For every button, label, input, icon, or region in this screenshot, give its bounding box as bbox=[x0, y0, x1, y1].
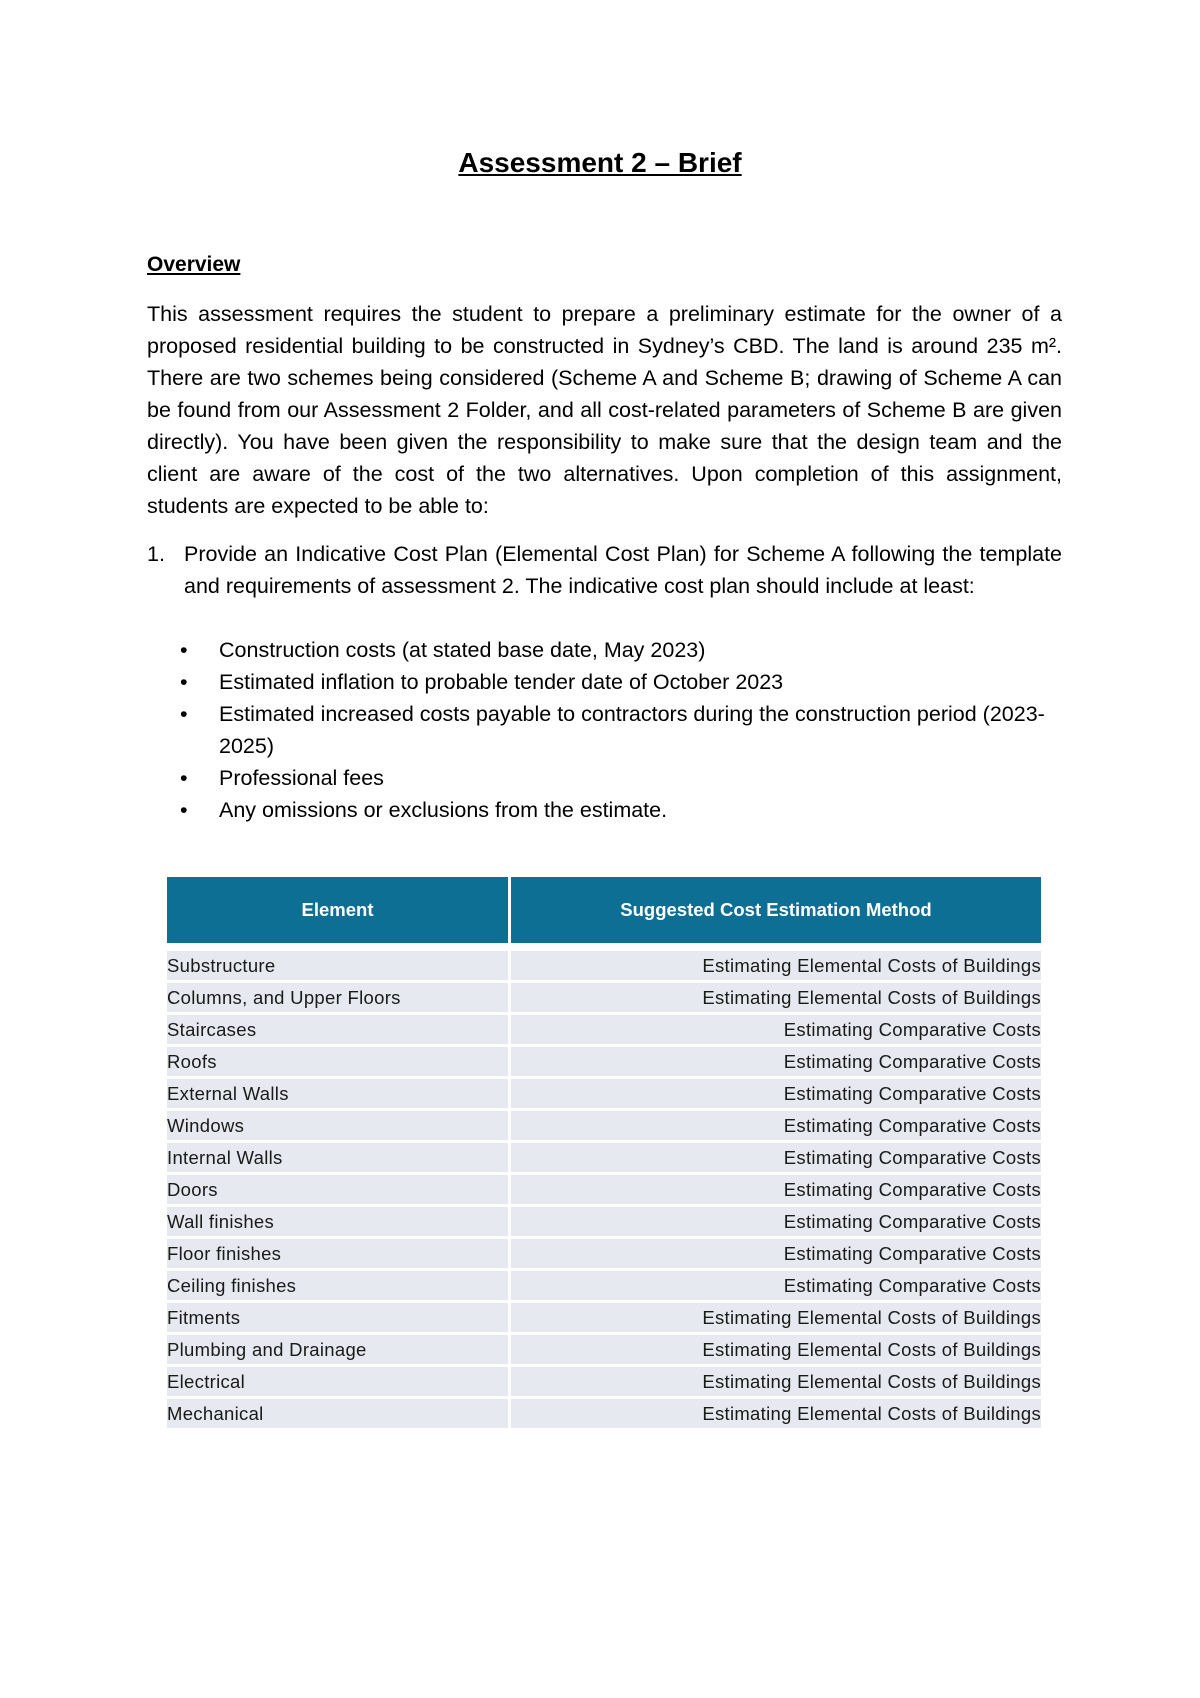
method-cell: Estimating Comparative Costs bbox=[511, 1143, 1041, 1175]
element-cell: Floor finishes bbox=[167, 1239, 511, 1271]
element-cell: Electrical bbox=[167, 1367, 511, 1399]
cost-method-table-container bbox=[167, 877, 1041, 1431]
objective-item-1 bbox=[147, 538, 1062, 602]
method-cell: Estimating Comparative Costs bbox=[511, 1111, 1041, 1143]
method-cell: Estimating Comparative Costs bbox=[511, 1207, 1041, 1239]
objective-text: Provide an Indicative Cost Plan (Elemental Cost Plan) for Scheme A following the template and requirements of assessment 2. The indicative cost plan should include at least: bbox=[184, 542, 1062, 598]
table-row bbox=[167, 1143, 1041, 1175]
table-row bbox=[167, 1239, 1041, 1271]
bullet-item bbox=[147, 634, 1062, 666]
element-cell: Plumbing and Drainage bbox=[167, 1335, 511, 1367]
method-cell: Estimating Elemental Costs of Buildings bbox=[511, 983, 1041, 1015]
bullet-text: Any omissions or exclusions from the estimate. bbox=[219, 798, 668, 822]
element-cell: Mechanical bbox=[167, 1399, 511, 1431]
method-cell: Estimating Comparative Costs bbox=[511, 1015, 1041, 1047]
element-cell: Columns, and Upper Floors bbox=[167, 983, 511, 1015]
bullet-dot-icon: • bbox=[180, 798, 188, 822]
table-row bbox=[167, 951, 1041, 983]
bullet-dot-icon: • bbox=[180, 638, 188, 662]
method-cell: Estimating Comparative Costs bbox=[511, 1239, 1041, 1271]
element-cell: Doors bbox=[167, 1175, 511, 1207]
bullet-item bbox=[147, 762, 1062, 794]
element-cell: Roofs bbox=[167, 1047, 511, 1079]
method-cell: Estimating Comparative Costs bbox=[511, 1175, 1041, 1207]
bullet-dot-icon: • bbox=[180, 766, 188, 790]
header-element: Element bbox=[167, 877, 511, 947]
table-row bbox=[167, 1367, 1041, 1399]
method-cell: Estimating Elemental Costs of Buildings bbox=[511, 1399, 1041, 1431]
requirements-bullet-list bbox=[147, 634, 1062, 826]
overview-paragraph: This assessment requires the student to prepare a preliminary estimate for the owner of a proposed residential building to be constructed in Sydney’s CBD. The land is around 235 m². There are two schemes being considered (Scheme A and Scheme B; drawing of Scheme A can be found from our Assessment 2 Folder, and all cost-related parameters of Scheme B are given directly). You have been given the responsibility to make sure that the design team and the client are aware of the cost of the two alternatives. Upon completion of this assignment, students are expected to be able to: bbox=[147, 302, 1062, 518]
overview-heading: Overview bbox=[147, 253, 241, 276]
bullet-text: Construction costs (at stated base date, May 2023) bbox=[219, 638, 706, 662]
header-method: Suggested Cost Estimation Method bbox=[511, 877, 1041, 947]
bullet-item bbox=[147, 666, 1062, 698]
table-header-row bbox=[167, 877, 1041, 947]
method-cell: Estimating Elemental Costs of Buildings bbox=[511, 1335, 1041, 1367]
bullet-list bbox=[147, 634, 1062, 826]
table-row bbox=[167, 1047, 1041, 1079]
bullet-text: Estimated inflation to probable tender date of October 2023 bbox=[219, 670, 784, 694]
table-row bbox=[167, 1207, 1041, 1239]
table-row bbox=[167, 1111, 1041, 1143]
element-cell: Staircases bbox=[167, 1015, 511, 1047]
table-row bbox=[167, 1079, 1041, 1111]
element-cell: Ceiling finishes bbox=[167, 1271, 511, 1303]
table-body bbox=[167, 947, 1041, 1431]
list-number: 1. bbox=[147, 542, 165, 566]
method-cell: Estimating Comparative Costs bbox=[511, 1079, 1041, 1111]
element-cell: Internal Walls bbox=[167, 1143, 511, 1175]
bullet-text: Estimated increased costs payable to contractors during the construction period (2023-2025) bbox=[219, 702, 1045, 758]
table-row bbox=[167, 1335, 1041, 1367]
method-cell: Estimating Elemental Costs of Buildings bbox=[511, 1367, 1041, 1399]
element-cell: Fitments bbox=[167, 1303, 511, 1335]
bullet-item bbox=[147, 794, 1062, 826]
element-cell: Wall finishes bbox=[167, 1207, 511, 1239]
cost-method-table bbox=[167, 877, 1041, 1431]
bullet-dot-icon: • bbox=[180, 670, 188, 694]
method-cell: Estimating Elemental Costs of Buildings bbox=[511, 951, 1041, 983]
method-cell: Estimating Comparative Costs bbox=[511, 1047, 1041, 1079]
bullet-item bbox=[147, 698, 1062, 762]
table-row bbox=[167, 1399, 1041, 1431]
table-row bbox=[167, 1303, 1041, 1335]
table-row bbox=[167, 1015, 1041, 1047]
element-cell: External Walls bbox=[167, 1079, 511, 1111]
method-cell: Estimating Elemental Costs of Buildings bbox=[511, 1303, 1041, 1335]
bullet-dot-icon: • bbox=[180, 702, 188, 726]
table-row bbox=[167, 1175, 1041, 1207]
element-cell: Substructure bbox=[167, 951, 511, 983]
objectives-list bbox=[147, 538, 1062, 602]
document-title: Assessment 2 – Brief bbox=[458, 147, 742, 178]
table-row bbox=[167, 983, 1041, 1015]
element-cell: Windows bbox=[167, 1111, 511, 1143]
table-row bbox=[167, 1271, 1041, 1303]
method-cell: Estimating Comparative Costs bbox=[511, 1271, 1041, 1303]
bullet-text: Professional fees bbox=[219, 766, 384, 790]
